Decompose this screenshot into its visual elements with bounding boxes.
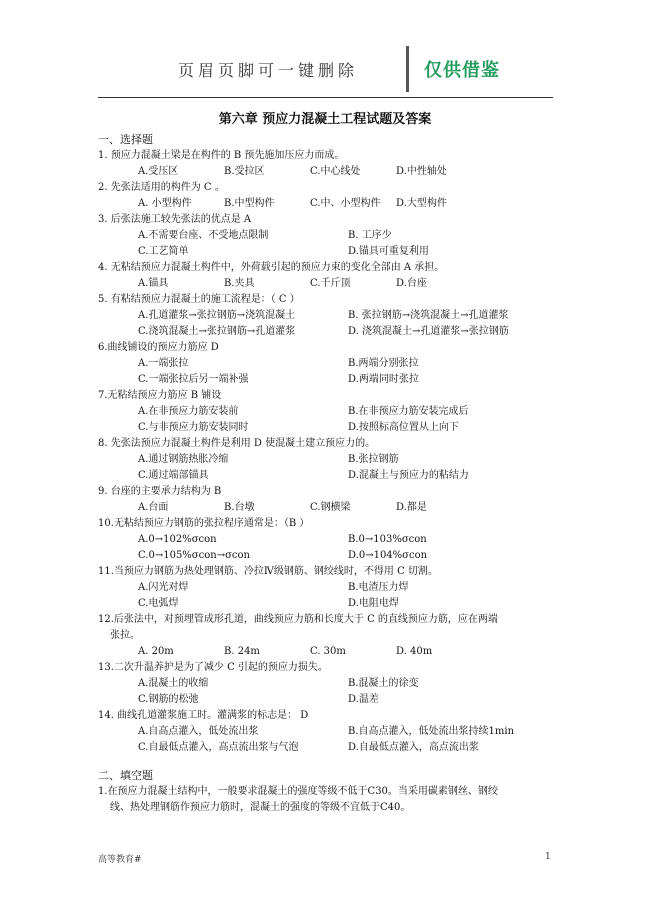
option-row (98, 244, 558, 260)
question-text: 9. 台座的主要承力结构为 B (98, 486, 222, 497)
option-row (98, 580, 558, 596)
question-11 (98, 564, 558, 580)
question-14 (98, 708, 558, 724)
option: C.0→105%σcon→σcon (138, 550, 250, 561)
option: C.通过端部锚具 (138, 470, 209, 481)
question-12 (98, 612, 558, 644)
option: C.浇筑混凝土→张拉钢筋→孔道灌浆 (138, 326, 296, 337)
question-10 (98, 516, 558, 532)
option: A.在非预应力筋安装前 (138, 406, 239, 417)
option: D.混凝土与预应力的粘结力 (348, 470, 469, 481)
option: D.中性轴处 (396, 166, 447, 177)
option: D.温差 (348, 694, 379, 705)
option: A.混凝土的收缩 (138, 678, 209, 689)
question-text: 4. 无粘结预应力混凝土构件中，外荷载引起的预应力束的变化全部由 A 承担。 (98, 262, 445, 273)
option: A.台面 (138, 502, 169, 513)
footer-left: 高等教育# (98, 855, 142, 865)
option: D.0→104%σcon (348, 550, 428, 561)
option: D.锚具可重复利用 (348, 246, 429, 257)
option-row (98, 468, 558, 484)
fill-question-text: 1.在预应力混凝土结构中，一般要求混凝土的强度等级不低于C30。当采用碳素钢丝、钢绞 (98, 786, 498, 797)
question-2 (98, 180, 558, 196)
option: A.通过钢筋热胀冷缩 (138, 454, 229, 465)
option-row (98, 420, 558, 436)
option-row (98, 308, 558, 324)
option: D.台座 (396, 278, 427, 289)
option: D.大型构件 (396, 198, 447, 209)
option: D.按照标高位置从上向下 (348, 422, 459, 433)
option: B.混凝土的徐变 (348, 678, 419, 689)
question-text: 7.无粘结预应力筋应 B 铺设 (98, 390, 222, 401)
option: B.中型构件 (224, 198, 275, 209)
question-text: 14. 曲线孔道灌浆施工时。灌满浆的标志是： D (98, 710, 309, 721)
option-row (98, 324, 558, 340)
question-13 (98, 660, 558, 676)
option: C.钢横梁 (310, 502, 351, 513)
option: C. 30m (310, 646, 346, 657)
option: B.自高点灌入，低处流出浆持续1min (348, 726, 515, 737)
option: B.0→103%σcon (348, 534, 427, 545)
question-text: 6.曲线铺设的预应力筋应 D (98, 342, 219, 353)
option-row (98, 740, 558, 756)
fill-question (98, 784, 558, 816)
option-row (98, 356, 558, 372)
question-text: 11.当预应力钢筋为热处理钢筋、冷拉Ⅳ级钢筋、钢绞线时，不得用 C 切割。 (98, 566, 438, 577)
question-list (98, 148, 558, 756)
question-text: 3. 后张法施工较先张法的优点是 A (98, 214, 252, 225)
option: A.锚具 (138, 278, 169, 289)
option: D. 40m (396, 646, 433, 657)
question-6 (98, 340, 558, 356)
option: A.0→102%σcon (138, 534, 217, 545)
option: C.自最低点灌入，高点流出浆与气泡 (138, 742, 299, 753)
question-8 (98, 436, 558, 452)
option-row (98, 276, 558, 292)
question-5 (98, 292, 558, 308)
question-text: 1. 预应力混凝土梁是在构件的 B 预先施加压应力而成。 (98, 150, 345, 161)
option: B.夹具 (224, 278, 255, 289)
fill-question-continuation: 线、热处理钢筋作预应力筋时，混凝土的强度的等级不宜低于C40。 (110, 802, 411, 813)
option-row (98, 532, 558, 548)
question-9 (98, 484, 558, 500)
question-text: 8. 先张法预应力混凝土构件是利用 D 使混凝土建立预应力的。 (98, 438, 376, 449)
option-row (98, 724, 558, 740)
question-text: 13.二次升温养护是为了减少 C 引起的预应力损失。 (98, 662, 328, 673)
option-row (98, 596, 558, 612)
document-body (98, 132, 558, 816)
option-row (98, 404, 558, 420)
option: C.工艺简单 (138, 246, 189, 257)
header-divider (406, 46, 409, 92)
option: B.电渣压力焊 (348, 582, 409, 593)
question-text: 2. 先张法适用的构件为 C 。 (98, 182, 225, 193)
option: B. 张拉钢筋→浇筑混凝土→孔道灌浆 (348, 310, 509, 321)
option: A.受压区 (138, 166, 179, 177)
option: A.一端张拉 (138, 358, 189, 369)
option: D.自最低点灌入，高点流出浆 (348, 742, 479, 753)
option: D.都是 (396, 502, 427, 513)
option: B.在非预应力筋安装完成后 (348, 406, 469, 417)
option: C.中心线处 (310, 166, 361, 177)
option: B.两端分别张拉 (348, 358, 419, 369)
option: B.受拉区 (224, 166, 265, 177)
option: C.一端张拉后另一端补强 (138, 374, 249, 385)
option: A.不需要台座、不受地点限制 (138, 230, 269, 241)
option-row (98, 500, 558, 516)
option: B. 24m (224, 646, 260, 657)
option: C.钢筋的松弛 (138, 694, 199, 705)
option-row (98, 196, 558, 212)
question-7 (98, 388, 558, 404)
option-row (98, 452, 558, 468)
option: D. 浇筑混凝土→孔道灌浆→张拉钢筋 (348, 326, 509, 337)
header-rule (98, 97, 553, 98)
option: D.两端同时张拉 (348, 374, 419, 385)
header-left-text: 页眉页脚可一键删除 (178, 61, 359, 80)
question-continuation: 张拉。 (110, 630, 140, 641)
option: C.电弧焊 (138, 598, 179, 609)
question-4 (98, 260, 558, 276)
section-heading-fill: 二、填空题 (98, 769, 153, 782)
option: B.张拉钢筋 (348, 454, 399, 465)
question-text: 12.后张法中，对预埋管成形孔道，曲线预应力筋和长度大于 C 的直线预应力筋，应在两端 (98, 614, 498, 625)
question-1 (98, 148, 558, 164)
option-row (98, 548, 558, 564)
question-text: 5. 有粘结预应力混凝土的施工流程是：（ C ） (98, 294, 300, 305)
option: A. 20m (138, 646, 174, 657)
page-header (98, 44, 553, 96)
option-row (98, 228, 558, 244)
option: A.自高点灌入，低处流出浆 (138, 726, 259, 737)
header-right-text: 仅供借鉴 (424, 60, 500, 81)
option: C.与非预应力筋安装同时 (138, 422, 249, 433)
option-row (98, 644, 558, 660)
option-row (98, 372, 558, 388)
option-row (98, 164, 558, 180)
document-title: 第六章 预应力混凝土工程试题及答案 (218, 112, 432, 127)
option: D.电阻电焊 (348, 598, 399, 609)
option-row (98, 676, 558, 692)
section-heading-choice: 一、选择题 (98, 133, 153, 146)
option: A.闪光对焊 (138, 582, 189, 593)
option: A. 小型构件 (138, 198, 192, 209)
question-3 (98, 212, 558, 228)
option: C.千斤顶 (310, 278, 351, 289)
option-row (98, 692, 558, 708)
option: B. 工序少 (348, 230, 392, 241)
question-text: 10.无粘结预应力钢筋的张拉程序通常是：（B ） (98, 518, 310, 529)
option: A.孔道灌浆→张拉钢筋→浇筑混凝土 (138, 310, 296, 321)
option: B.台墩 (224, 502, 255, 513)
option: C.中、小型构件 (310, 198, 381, 209)
page-number: 1 (545, 852, 551, 862)
